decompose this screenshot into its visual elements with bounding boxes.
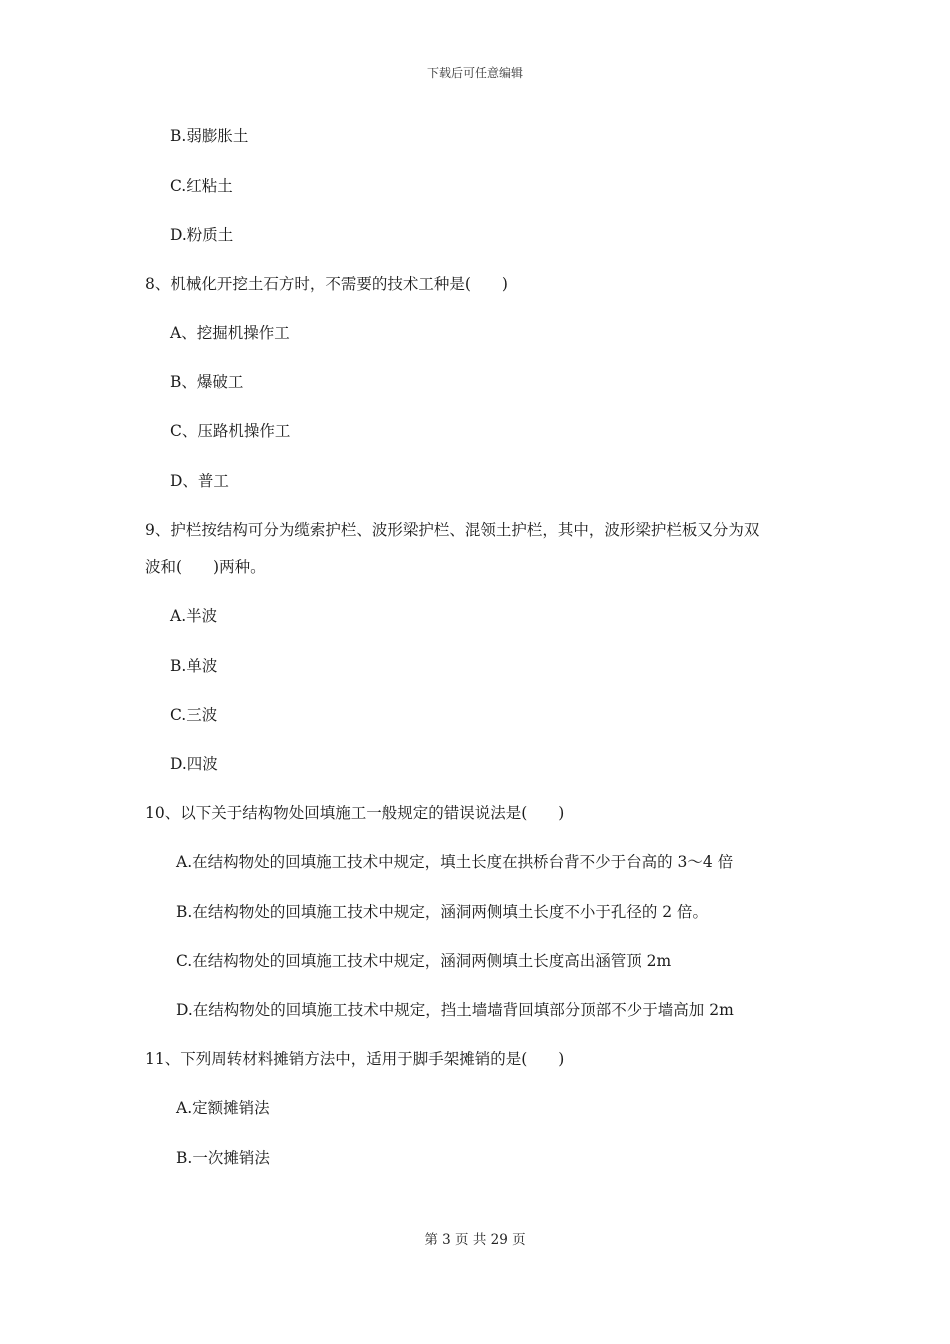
question-text: 11、下列周转材料摊销方法中，适用于脚手架摊销的是( ) — [145, 1050, 565, 1068]
option-text: C.三波 — [170, 706, 218, 724]
page-header: 下载后可任意编辑 — [426, 66, 523, 80]
page-footer: 第 3 页 共 29 页 — [424, 1232, 526, 1248]
option-text: D.在结构物处的回填施工技术中规定，挡土墙墙背回填部分顶部不少于墙高加 2m — [176, 1001, 734, 1019]
option-text: B、爆破工 — [170, 373, 244, 391]
option-text: A.在结构物处的回填施工技术中规定，填土长度在拱桥台背不少于台高的 3～4 倍 — [176, 853, 734, 871]
option-text: B.在结构物处的回填施工技术中规定，涵洞两侧填土长度不小于孔径的 2 倍。 — [176, 903, 709, 921]
option-text: B.弱膨胀土 — [170, 127, 249, 145]
option-text: A、挖掘机操作工 — [170, 324, 290, 342]
option-text: A.定额摊销法 — [176, 1099, 270, 1117]
option-text: D、普工 — [170, 472, 229, 490]
question-text: 10、以下关于结构物处回填施工一般规定的错误说法是( ) — [145, 804, 565, 822]
question-text: 8、机械化开挖土石方时，不需要的技术工种是( ) — [145, 275, 508, 293]
option-text: C、压路机操作工 — [170, 422, 291, 440]
option-text: A.半波 — [170, 607, 218, 625]
option-text: C.在结构物处的回填施工技术中规定，涵洞两侧填土长度高出涵管顶 2m — [176, 952, 672, 970]
option-text: D.粉质土 — [170, 226, 234, 244]
option-text: C.红粘土 — [170, 177, 233, 195]
option-text: B.一次摊销法 — [176, 1149, 270, 1167]
question-text: 9、护栏按结构可分为缆索护栏、波形梁护栏、混领土护栏，其中，波形梁护栏板又分为双 — [145, 521, 760, 539]
option-text: D.四波 — [170, 755, 218, 773]
question-text-continued: 波和( )两种。 — [145, 558, 266, 576]
option-text: B.单波 — [170, 657, 218, 675]
